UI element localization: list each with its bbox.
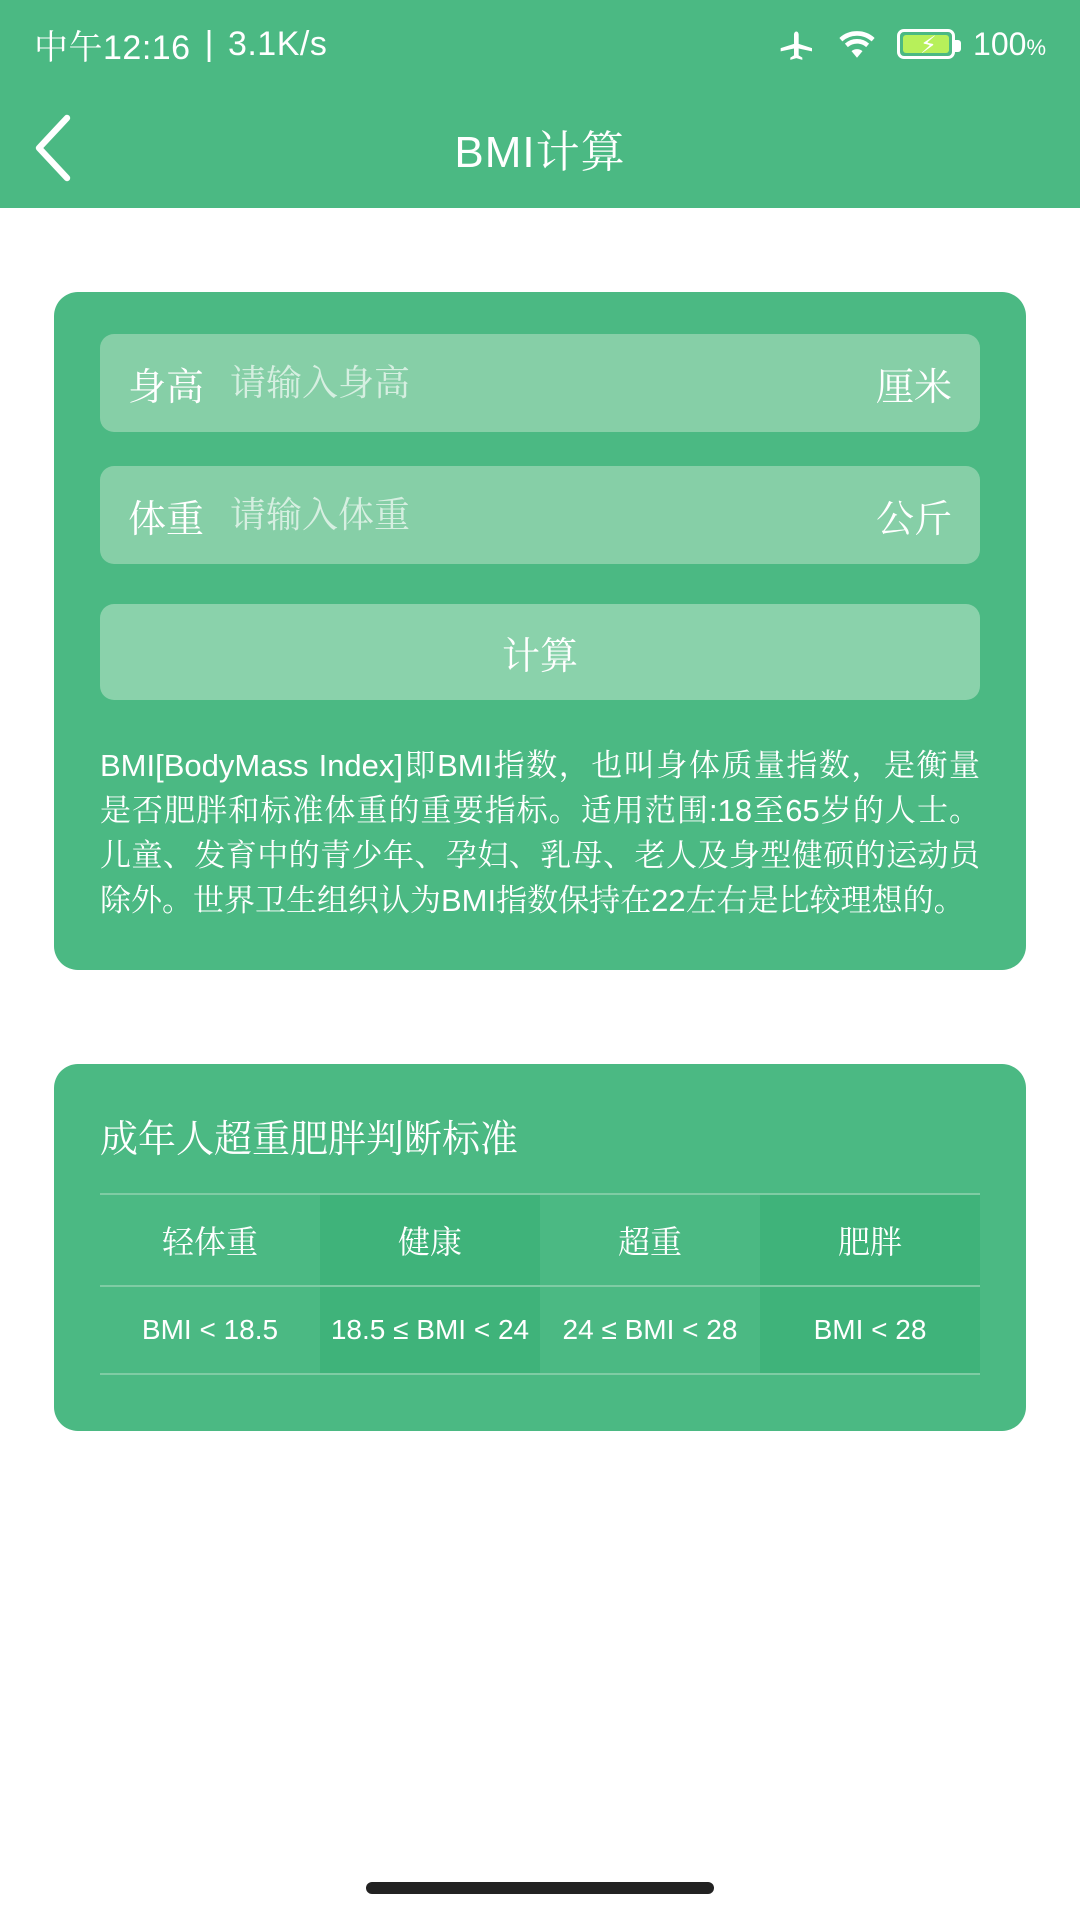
table-cell: BMI < 18.5 (100, 1286, 320, 1374)
height-field-row[interactable] (100, 334, 980, 432)
status-bar-right (777, 24, 1046, 64)
weight-label: 体重 (128, 498, 205, 541)
table-header-row (100, 1194, 980, 1286)
airplane-mode-icon (777, 24, 817, 64)
weight-unit: 公斤 (875, 498, 952, 541)
standard-table (100, 1193, 980, 1375)
wifi-icon (835, 27, 879, 61)
table-header-cell: 肥胖 (760, 1194, 980, 1286)
status-time: 中午12:16 (34, 28, 191, 67)
table-cell: 24 ≤ BMI < 28 (540, 1286, 760, 1374)
table-row (100, 1286, 980, 1374)
calculate-button[interactable]: 计算 (100, 604, 980, 700)
weight-input[interactable] (230, 494, 856, 536)
status-bar-left (34, 20, 327, 69)
table-header-cell: 健康 (320, 1194, 540, 1286)
table-cell: BMI < 28 (760, 1286, 980, 1374)
battery-charging-icon: ⚡ (897, 29, 955, 59)
table-cell: 18.5 ≤ BMI < 24 (320, 1286, 540, 1374)
app-bar (0, 88, 1080, 208)
main-content (0, 292, 1080, 1431)
table-header-cell: 轻体重 (100, 1194, 320, 1286)
height-label: 身高 (128, 366, 205, 409)
bmi-description: BMI[BodyMass Index]即BMI指数，也叫身体质量指数，是衡量是否肥胖和标准体重的重要指标。适用范围:18至65岁的人士。儿童、发育中的青少年、孕妇、乳母、老人及身型健硕的运动员除外。世界卫生组织认为BMI指数保持在22左右是比较理想的。 (100, 748, 980, 918)
battery-percent: 100% (973, 25, 1046, 62)
status-bar (0, 0, 1080, 88)
table-header-cell: 超重 (540, 1194, 760, 1286)
home-indicator[interactable] (366, 1882, 714, 1894)
obesity-standard-card (54, 1064, 1026, 1431)
weight-field-row[interactable] (100, 466, 980, 564)
bmi-calculator-card (54, 292, 1026, 970)
network-speed: 3.1K/s (227, 24, 328, 63)
standard-table-title: 成年人超重肥胖判断标准 (100, 1118, 519, 1161)
page-title: BMI计算 (454, 128, 626, 177)
height-unit: 厘米 (875, 366, 952, 409)
height-input[interactable] (230, 362, 856, 404)
status-separator: | (204, 24, 214, 63)
